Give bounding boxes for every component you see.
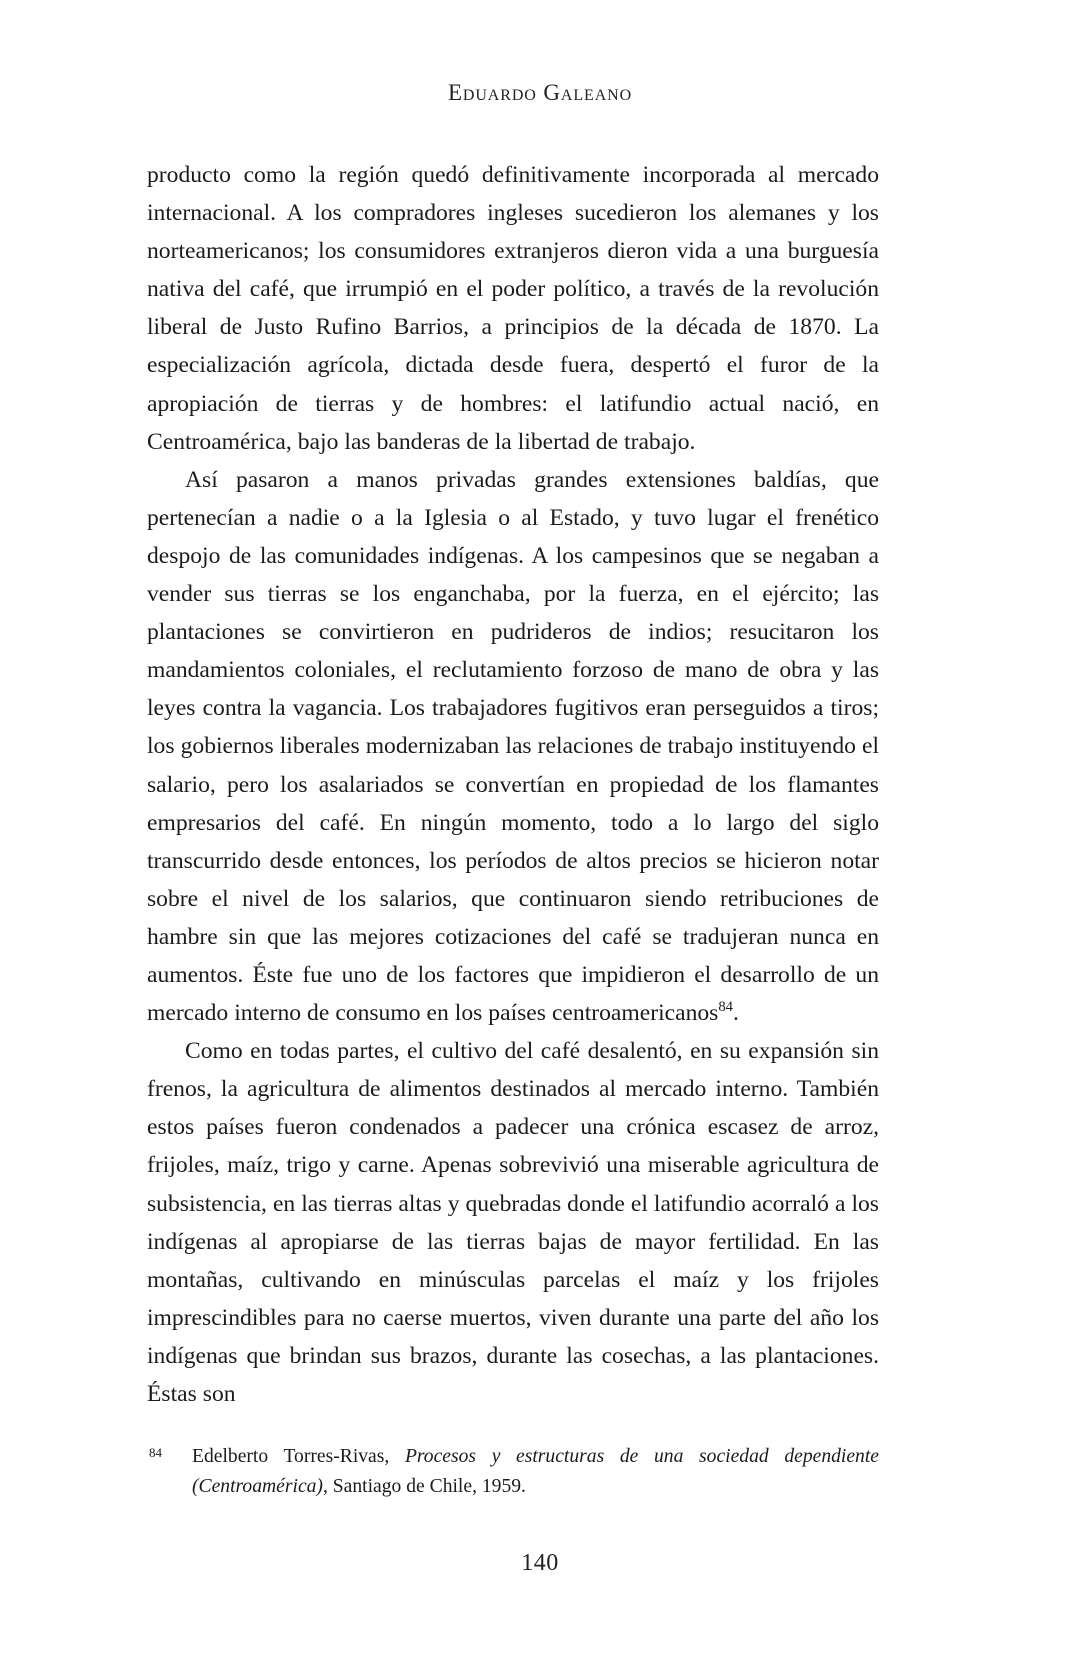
text-column [147, 156, 879, 1413]
paragraph-1: producto como la región quedó definitivamente incorporada al mercado internacional. A los compradores ingleses sucedieron los alemanes y los norteamericanos; los consumidores extranjeros dieron vida a una burguesía nativa del café, que irrumpió en el poder político, a través de la revolución liberal de Justo Rufino Barrios, a principios de la década de 1870. La especialización agrícola, dictada desde fuera, despertó el furor de la apropiación de tierras y de hombres: el latifundio actual nació, en Centroamérica, bajo las banderas de la libertad de trabajo. [147, 162, 879, 455]
footnote-reference-84[interactable]: 84 [718, 999, 733, 1015]
paragraph-2 [147, 461, 879, 1032]
running-head: Eduardo Galeano [447, 80, 633, 105]
footnote-84 [147, 1442, 879, 1502]
footnote-area [147, 1442, 879, 1502]
footnote-publication: , Santiago de Chile, 1959. [322, 1476, 526, 1497]
footnote-title: Procesos y estructuras de una sociedad dependiente (Centroamérica) [192, 1446, 879, 1497]
paragraph-2-text-after-note: . [732, 1000, 739, 1027]
footnote-author: Edelberto Torres-Rivas, [192, 1446, 405, 1467]
paragraph-3: Como en todas partes, el cultivo del café desalentó, en su expansión sin frenos, la agricultura de alimentos destinados al mercado interno. También estos países fueron condenados a padecer una crónica escasez de arroz, frijoles, maíz, trigo y carne. Apenas sobrevivió una miserable agricultura de subsistencia, en las tierras altas y quebradas donde el latifundio acorraló a los indígenas al apropiarse de las tierras bajas de mayor fertilidad. En las montañas, cultivando en minúsculas parcelas el maíz y los frijoles imprescindibles para no caerse muertos, viven durante una parte del año los indígenas que brindan sus brazos, durante las cosechas, a las plantaciones. Éstas son [147, 1038, 879, 1407]
footnote-marker: 84 [149, 1445, 162, 1460]
paragraph-2-text-before-note: Así pasaron a manos privadas grandes extensiones baldías, que pertenecían a nadie o a la Iglesia o al Estado, y tuvo lugar el frenético despojo de las comunidades indígenas. A los campesinos que se negaban a vender sus tierras se los enganchaba, por la fuerza, en el ejército; las plantaciones se convirtieron en pudrideros de indios; resucitaron los mandamientos coloniales, el reclutamiento forzoso de mano de obra y las leyes contra la vagancia. Los trabajadores fugitivos eran perseguidos a tiros; los gobiernos liberales modernizaban las relaciones de trabajo instituyendo el salario, pero los asalariados se convertían en propiedad de los flamantes empresarios del café. En ningún momento, todo a lo largo del siglo transcurrido desde entonces, los períodos de altos precios se hicieron notar sobre el nivel de los salarios, que continuaron siendo retribuciones de hambre sin que las mejores cotizaciones del café se tradujeran nunca en aumentos. Éste fue uno de los factores que impidieron el desarrollo de un mercado interno de consumo en los países centroamericanos [147, 466, 879, 1027]
page-number: 140 [521, 1550, 559, 1576]
